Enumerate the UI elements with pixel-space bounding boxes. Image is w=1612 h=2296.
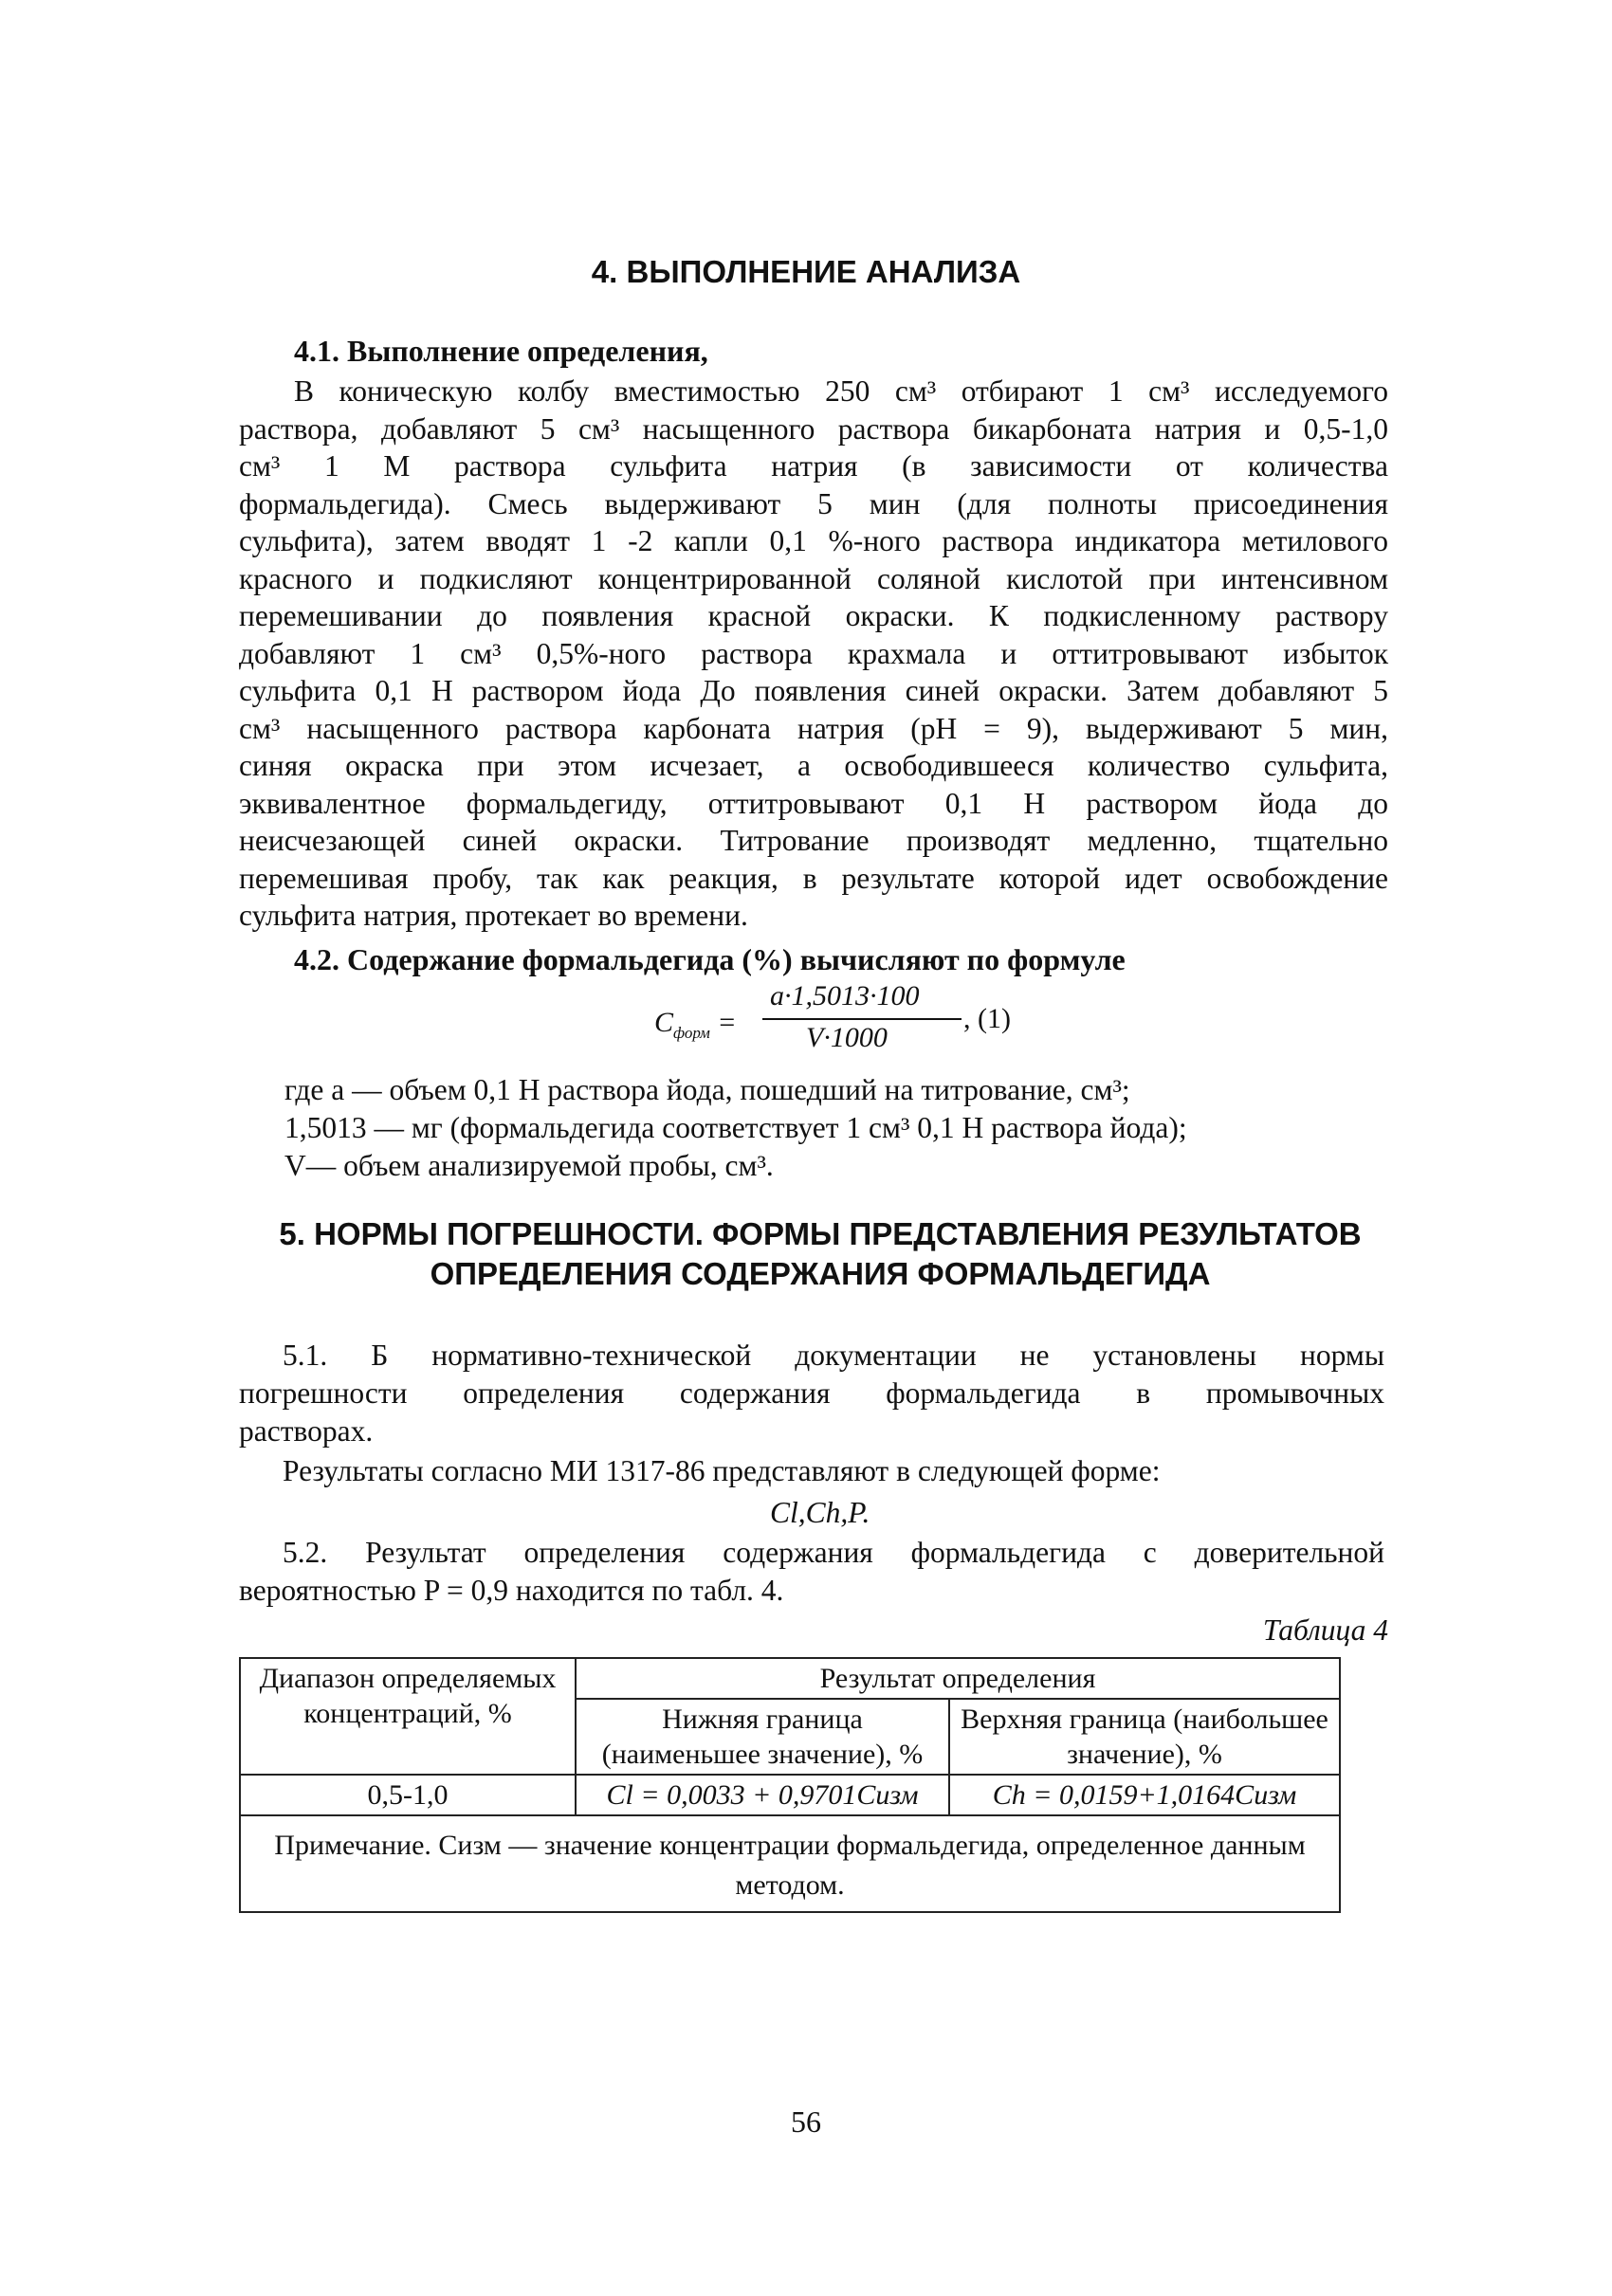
text-line: сульфита натрия, протекает во времени. — [239, 899, 748, 932]
text-line: V— объем анализируемой пробы, см³. — [284, 1149, 774, 1182]
table-4 — [239, 1657, 1341, 1913]
text-line: формальдегида). Смесь выдерживают 5 мин (для полноты присоединения — [239, 486, 1388, 520]
formula-number: , (1) — [963, 1003, 1011, 1034]
text-line: синяя окраска при этом исчезает, а освободившееся количество сульфита, — [239, 749, 1388, 782]
text-line: 5.2. Результат определения содержания формальдегида с доверительной — [283, 1536, 1384, 1569]
formula-numerator: a·1,5013·100 — [770, 980, 920, 1011]
table-header-result: Результат определения — [576, 1658, 1340, 1699]
text-line: растворах. — [239, 1414, 374, 1448]
formula-fraction-bar — [762, 1018, 962, 1020]
text-line: В коническую колбу вместимостью 250 см³ отбирают 1 см³ исследуемого — [294, 374, 1388, 408]
section-4-title: 4. ВЫПОЛНЕНИЕ АНАЛИЗА — [591, 254, 1021, 289]
text-line: красного и подкисляют концентрированной соляной кислотой при интенсивном — [239, 561, 1388, 595]
subsection-4-1-heading: 4.1. Выполнение определения, — [294, 334, 708, 368]
formula-1 — [654, 980, 1034, 1075]
text-line: 5.1. Б нормативно-технической документации не установлены нормы — [283, 1339, 1384, 1372]
table-cell-lower: Cl = 0,0033 + 0,9701Cизм — [576, 1775, 949, 1815]
result-form-expression: Cl,Ch,P. — [770, 1496, 870, 1529]
text-line: сульфита), затем вводят 1 -2 капли 0,1 %-ного раствора индикатора метилового — [239, 524, 1388, 557]
table-4-caption: Таблица 4 — [1262, 1613, 1388, 1647]
section-5-title-line2: ОПРЕДЕЛЕНИЯ СОДЕРЖАНИЯ ФОРМАЛЬДЕГИДА — [430, 1256, 1211, 1291]
table-note: Примечание. Cизм — значение концентрации формальдегида, определенное данным методом. — [240, 1815, 1340, 1912]
formula-denominator: V·1000 — [806, 1022, 888, 1053]
table-header-upper: Верхняя граница (наибольшее значение), % — [949, 1699, 1340, 1775]
text-line: см³ 1 М раствора сульфита натрия (в зависимости от количества — [239, 449, 1388, 483]
text-line: погрешности определения содержания формальдегида в промывочных — [239, 1376, 1384, 1410]
paragraph-results-form: Результаты согласно МИ 1317-86 представляют в следующей форме: — [283, 1454, 1161, 1487]
text-line: перемешивании до появления красной окраски. К подкисленному раствору — [239, 599, 1388, 632]
text-line: см³ насыщенного раствора карбоната натрия (pH = 9), выдерживают 5 мин, — [239, 711, 1388, 745]
subsection-4-2-heading: 4.2. Содержание формальдегида (%) вычисляют по формуле — [294, 942, 1126, 976]
text-line: где a — объем 0,1 Н раствора йода, пошедший на титрование, см³; — [284, 1073, 1130, 1106]
table-header-lower: Нижняя граница (наименьшее значение), % — [576, 1699, 949, 1775]
text-line: неисчезающей синей окраски. Титрование производят медленно, тщательно — [239, 824, 1388, 857]
table-cell-range: 0,5-1,0 — [240, 1775, 576, 1815]
table-cell-upper: Ch = 0,0159+1,0164Cизм — [949, 1775, 1340, 1815]
text-line: сульфита 0,1 Н раствором йода До появления синей окраски. Затем добавляют 5 — [239, 674, 1388, 707]
page-number: 56 — [791, 2105, 821, 2139]
table-header-range: Диапазон определяемых концентраций, % — [240, 1658, 576, 1775]
text-line: вероятностью P = 0,9 находится по табл. 4. — [239, 1574, 784, 1607]
section-5-title-line1: 5. НОРМЫ ПОГРЕШНОСТИ. ФОРМЫ ПРЕДСТАВЛЕНИЯ РЕЗУЛЬТАТОВ — [279, 1216, 1362, 1251]
text-line: эквивалентное формальдегиду, оттитровывают 0,1 Н раствором йода до — [239, 786, 1388, 820]
text-line: добавляют 1 см³ 0,5%-ного раствора крахмала и оттитровывают избыток — [239, 636, 1388, 670]
text-line: 1,5013 — мг (формальдегида соответствует 1 см³ 0,1 Н раствора йода); — [284, 1111, 1187, 1144]
text-line: раствора, добавляют 5 см³ насыщенного раствора бикарбоната натрия и 0,5-1,0 — [239, 411, 1388, 446]
text-line: перемешивая пробу, так как реакция, в результате которой идет освобождение — [239, 861, 1388, 895]
formula-lhs: $C_{форм}$ = — [654, 1007, 737, 1042]
